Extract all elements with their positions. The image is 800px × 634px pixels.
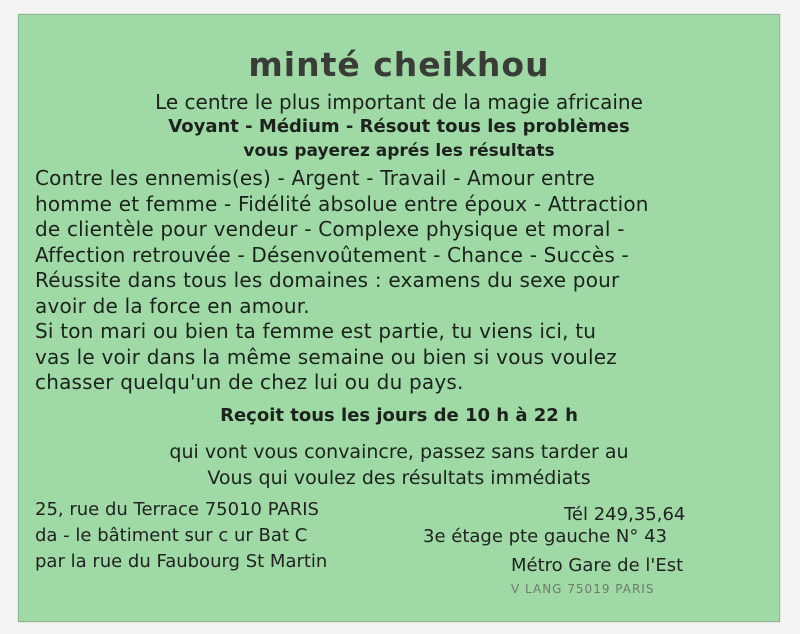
body-line: Si ton mari ou bien ta femme est partie, tu viens ici, tu — [35, 319, 597, 343]
convince-line: qui vont vous convaincre, passez sans tarder au — [169, 441, 629, 463]
address-line: da - le bâtiment sur c ur Bat C — [35, 525, 308, 546]
address-line: 25, rue du Terrace 75010 PARIS — [35, 499, 319, 520]
body-line: avoir de la force en amour. — [35, 293, 310, 318]
address-line: par la rue du Faubourg St Martin — [35, 551, 328, 572]
tagline: Le centre le plus important de la magie africaine — [155, 90, 643, 114]
body-line: homme et femme - Fidélité absolue entre époux - Attraction — [35, 191, 649, 216]
phone-number: Tél 249,35,64 — [564, 504, 686, 525]
payment-note: vous payerez aprés les résultats — [243, 141, 555, 161]
body-line: de clientèle pour vendeur - Complexe physique et moral - — [35, 217, 625, 241]
metro-station: Métro Gare de l'Est — [511, 555, 684, 576]
body-line: vas le voir dans la même semaine ou bien si vous voulez — [35, 344, 617, 369]
printer-stamp: V LANG 75019 PARIS — [511, 582, 655, 596]
body-line: Affection retrouvée - Désenvoûtement - Chance - Succès - — [35, 242, 629, 267]
results-line: Vous qui voulez des résultats immédiats — [207, 467, 591, 489]
body-line: Réussite dans tous les domaines : examens du sexe pour — [35, 268, 620, 292]
body-line: chasser quelqu'un de chez lui ou du pays. — [35, 370, 464, 394]
services-heading: Voyant - Médium - Résout tous les problèmes — [168, 116, 630, 137]
body-line: Contre les ennemis(es) - Argent - Travail - Amour entre — [35, 166, 595, 190]
card-title: minté cheikhou — [248, 45, 550, 84]
opening-hours: Reçoit tous les jours de 10 h à 22 h — [220, 405, 578, 426]
business-card — [18, 14, 780, 622]
floor-info: 3e étage pte gauche N° 43 — [423, 526, 667, 547]
